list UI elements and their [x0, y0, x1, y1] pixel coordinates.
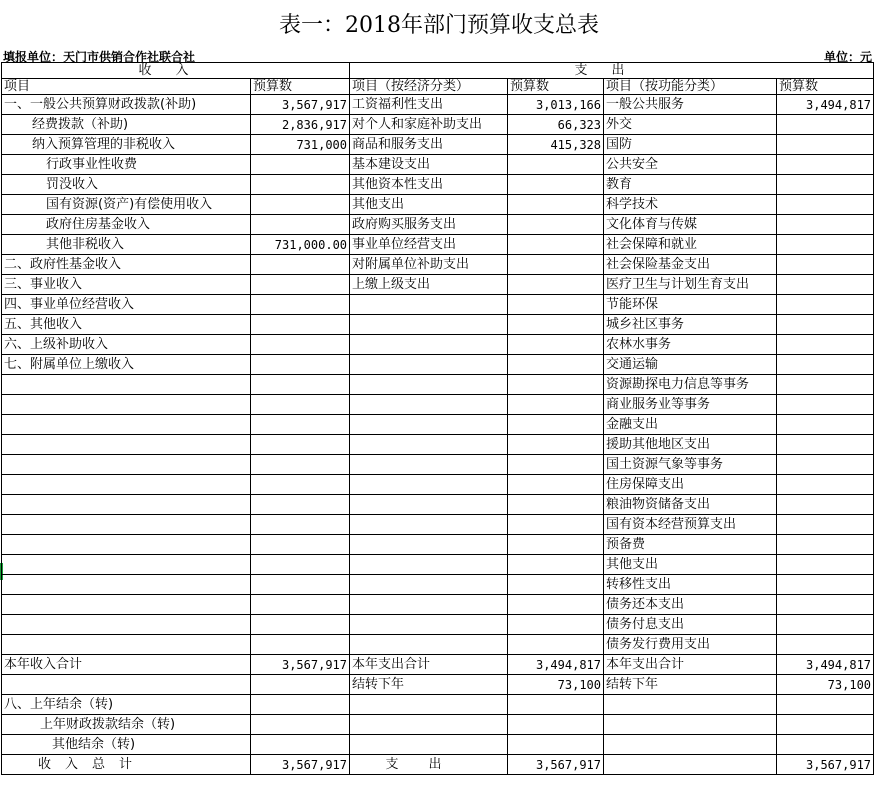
- income-amount-cell[interactable]: 731,000.00: [251, 235, 350, 255]
- income-item-cell[interactable]: 五、其他收入: [2, 315, 251, 335]
- econ-amount-cell[interactable]: [508, 355, 604, 375]
- func-item-cell[interactable]: [604, 715, 777, 735]
- func-item-cell[interactable]: 外交: [604, 115, 777, 135]
- func-amount-cell[interactable]: [777, 195, 874, 215]
- econ-amount-cell[interactable]: [508, 255, 604, 275]
- func-amount-cell[interactable]: 3,494,817: [777, 655, 874, 675]
- func-item-cell[interactable]: 社会保险基金支出: [604, 255, 777, 275]
- func-item-cell[interactable]: 住房保障支出: [604, 475, 777, 495]
- func-amount-cell[interactable]: [777, 295, 874, 315]
- func-item-cell[interactable]: 一般公共服务: [604, 95, 777, 115]
- income-amount-cell[interactable]: [251, 715, 350, 735]
- table-row: [2, 515, 874, 535]
- table-row: [2, 175, 874, 195]
- table-row: [2, 235, 874, 255]
- table-row: [2, 635, 874, 655]
- func-amount-cell[interactable]: [777, 175, 874, 195]
- table-row: [2, 495, 874, 515]
- econ-amount-cell[interactable]: [508, 615, 604, 635]
- table-row: [2, 435, 874, 455]
- econ-amount-cell[interactable]: [508, 215, 604, 235]
- currency-unit: 单位：元: [823, 50, 872, 64]
- func-amount-cell[interactable]: [777, 695, 874, 715]
- income-amount-cell[interactable]: [251, 635, 350, 655]
- income-item-cell[interactable]: 经费拨款（补助): [2, 115, 251, 135]
- func-amount-cell[interactable]: [777, 395, 874, 415]
- section-header-row: [2, 63, 874, 79]
- econ-amount-cell[interactable]: 415,328: [508, 135, 604, 155]
- table-row: [2, 395, 874, 415]
- income-item-cell[interactable]: 三、事业收入: [2, 275, 251, 295]
- func-amount-cell[interactable]: [777, 475, 874, 495]
- econ-amount-cell[interactable]: [508, 395, 604, 415]
- income-amount-cell[interactable]: 2,836,917: [251, 115, 350, 135]
- func-amount-cell[interactable]: 73,100: [777, 675, 874, 695]
- func-item-cell[interactable]: 国土资源气象等事务: [604, 455, 777, 475]
- reporting-unit: 填报单位：天门市供销合作社联合社: [3, 50, 196, 64]
- func-amount-cell[interactable]: [777, 535, 874, 555]
- income-item-cell[interactable]: [2, 595, 251, 615]
- income-item-cell[interactable]: 罚没收入: [2, 175, 251, 195]
- econ-item-cell[interactable]: [350, 635, 508, 655]
- func-item-cell[interactable]: [604, 695, 777, 715]
- income-amount-cell[interactable]: [251, 335, 350, 355]
- func-amount-cell[interactable]: [777, 495, 874, 515]
- func-item-cell[interactable]: 粮油物资储备支出: [604, 495, 777, 515]
- income-amount-cell[interactable]: 3,567,917: [251, 95, 350, 115]
- income-item-cell[interactable]: 其他非税收入: [2, 235, 251, 255]
- table-row: [2, 195, 874, 215]
- func-amount-cell[interactable]: [777, 335, 874, 355]
- total-income-label[interactable]: 收入总计: [2, 755, 251, 775]
- econ-item-cell[interactable]: [350, 395, 508, 415]
- econ-amount-cell[interactable]: [508, 195, 604, 215]
- income-amount-cell[interactable]: [251, 595, 350, 615]
- income-amount-cell[interactable]: 731,000: [251, 135, 350, 155]
- func-item-cell[interactable]: 社会保障和就业: [604, 235, 777, 255]
- econ-amount-cell[interactable]: [508, 695, 604, 715]
- page-title: 表一：2018年部门预算收支总表: [279, 13, 599, 38]
- total-expense-label[interactable]: 支出: [350, 755, 508, 775]
- econ-item-cell[interactable]: [350, 615, 508, 635]
- func-item-cell[interactable]: 债务发行费用支出: [604, 635, 777, 655]
- income-item-cell[interactable]: 其他结余（转): [2, 735, 251, 755]
- econ-item-cell[interactable]: 基本建设支出: [350, 155, 508, 175]
- income-item-cell[interactable]: [2, 535, 251, 555]
- income-item-cell[interactable]: 纳入预算管理的非税收入: [2, 135, 251, 155]
- table-row: [2, 555, 874, 575]
- income-item-cell[interactable]: [2, 575, 251, 595]
- income-item-cell[interactable]: 六、上级补助收入: [2, 335, 251, 355]
- func-item-cell[interactable]: 公共安全: [604, 155, 777, 175]
- func-item-cell[interactable]: 本年支出合计: [604, 655, 777, 675]
- income-amount-cell[interactable]: [251, 735, 350, 755]
- income-item-cell[interactable]: [2, 515, 251, 535]
- econ-amount-cell[interactable]: [508, 455, 604, 475]
- econ-amount-cell[interactable]: [508, 235, 604, 255]
- econ-amount-cell[interactable]: [508, 535, 604, 555]
- table-row: [2, 135, 874, 155]
- func-item-cell[interactable]: 教育: [604, 175, 777, 195]
- income-amount-cell[interactable]: [251, 575, 350, 595]
- table-row: [2, 415, 874, 435]
- func-amount-cell[interactable]: [777, 555, 874, 575]
- income-amount-cell[interactable]: [251, 495, 350, 515]
- func-item-cell[interactable]: 债务付息支出: [604, 615, 777, 635]
- table-row: [2, 95, 874, 115]
- income-item-cell[interactable]: 行政事业性收费: [2, 155, 251, 175]
- econ-amount-cell[interactable]: [508, 515, 604, 535]
- income-item-cell[interactable]: 八、上年结余（转): [2, 695, 251, 715]
- func-item-cell[interactable]: 转移性支出: [604, 575, 777, 595]
- income-item-cell[interactable]: 七、附属单位上缴收入: [2, 355, 251, 375]
- func-amount-cell[interactable]: [777, 215, 874, 235]
- func-item-cell[interactable]: 文化体育与传媒: [604, 215, 777, 235]
- func-amount-cell[interactable]: [777, 575, 874, 595]
- econ-amount-cell[interactable]: [508, 175, 604, 195]
- table-row: [2, 155, 874, 175]
- table-row: [2, 375, 874, 395]
- income-item-cell[interactable]: [2, 555, 251, 575]
- table-row: [2, 735, 874, 755]
- econ-item-cell[interactable]: 对附属单位补助支出: [350, 255, 508, 275]
- income-amount-cell[interactable]: [251, 475, 350, 495]
- econ-amount-cell[interactable]: [508, 435, 604, 455]
- func-amount-cell[interactable]: [777, 135, 874, 155]
- income-amount-cell[interactable]: [251, 395, 350, 415]
- budget-table: [1, 62, 874, 775]
- income-section-header: 收入: [2, 63, 350, 79]
- func-amount-cell[interactable]: [777, 435, 874, 455]
- func-item-cell[interactable]: 农林水事务: [604, 335, 777, 355]
- income-amount-cell[interactable]: [251, 255, 350, 275]
- table-row: [2, 295, 874, 315]
- func-amount-cell[interactable]: [777, 735, 874, 755]
- col-func-amount: 预算数: [777, 79, 874, 95]
- income-amount-cell[interactable]: [251, 455, 350, 475]
- table-row: [2, 355, 874, 375]
- func-item-cell[interactable]: 结转下年: [604, 675, 777, 695]
- func-item-cell[interactable]: 援助其他地区支出: [604, 435, 777, 455]
- total-expense-amount[interactable]: 3,567,917: [508, 755, 604, 775]
- func-amount-cell[interactable]: [777, 715, 874, 735]
- func-item-cell[interactable]: 资源勘探电力信息等事务: [604, 375, 777, 395]
- income-amount-cell[interactable]: [251, 555, 350, 575]
- econ-amount-cell[interactable]: [508, 375, 604, 395]
- econ-item-cell[interactable]: [350, 335, 508, 355]
- func-amount-cell[interactable]: [777, 595, 874, 615]
- column-header-row: [2, 79, 874, 95]
- econ-item-cell[interactable]: [350, 715, 508, 735]
- func-amount-cell[interactable]: [777, 235, 874, 255]
- income-amount-cell[interactable]: [251, 695, 350, 715]
- total-func-amount[interactable]: 3,567,917: [777, 755, 874, 775]
- table-row: [2, 615, 874, 635]
- func-item-cell[interactable]: 债务还本支出: [604, 595, 777, 615]
- func-amount-cell[interactable]: [777, 415, 874, 435]
- econ-item-cell[interactable]: 其他支出: [350, 195, 508, 215]
- func-amount-cell[interactable]: [777, 155, 874, 175]
- table-row: [2, 255, 874, 275]
- col-func-item: 项目（按功能分类）: [604, 79, 777, 95]
- econ-amount-cell[interactable]: [508, 635, 604, 655]
- econ-item-cell[interactable]: 政府购买服务支出: [350, 215, 508, 235]
- income-item-cell[interactable]: [2, 395, 251, 415]
- econ-amount-cell[interactable]: [508, 735, 604, 755]
- income-amount-cell[interactable]: [251, 415, 350, 435]
- table-row: [2, 675, 874, 695]
- income-item-cell[interactable]: 政府住房基金收入: [2, 215, 251, 235]
- econ-item-cell[interactable]: [350, 575, 508, 595]
- econ-item-cell[interactable]: [350, 415, 508, 435]
- econ-item-cell[interactable]: 事业单位经营支出: [350, 235, 508, 255]
- func-amount-cell[interactable]: [777, 275, 874, 295]
- table-row: [2, 655, 874, 675]
- table-row: [2, 575, 874, 595]
- income-item-cell[interactable]: [2, 375, 251, 395]
- econ-item-cell[interactable]: 商品和服务支出: [350, 135, 508, 155]
- col-income-item: 项目: [2, 79, 251, 95]
- func-amount-cell[interactable]: [777, 375, 874, 395]
- grand-total-row: [2, 755, 874, 775]
- income-item-cell[interactable]: 本年收入合计: [2, 655, 251, 675]
- func-item-cell[interactable]: 预备费: [604, 535, 777, 555]
- econ-item-cell[interactable]: 工资福利性支出: [350, 95, 508, 115]
- income-amount-cell[interactable]: [251, 315, 350, 335]
- func-amount-cell[interactable]: [777, 315, 874, 335]
- income-item-cell[interactable]: [2, 415, 251, 435]
- econ-item-cell[interactable]: 本年支出合计: [350, 655, 508, 675]
- econ-item-cell[interactable]: 结转下年: [350, 675, 508, 695]
- econ-item-cell[interactable]: [350, 455, 508, 475]
- income-item-cell[interactable]: [2, 495, 251, 515]
- income-amount-cell[interactable]: [251, 375, 350, 395]
- table-row: [2, 715, 874, 735]
- income-amount-cell[interactable]: [251, 515, 350, 535]
- income-item-cell[interactable]: [2, 455, 251, 475]
- econ-amount-cell[interactable]: [508, 415, 604, 435]
- econ-amount-cell[interactable]: [508, 575, 604, 595]
- econ-amount-cell[interactable]: [508, 495, 604, 515]
- econ-item-cell[interactable]: [350, 535, 508, 555]
- table-row: [2, 695, 874, 715]
- col-econ-amount: 预算数: [508, 79, 604, 95]
- econ-item-cell[interactable]: [350, 495, 508, 515]
- table-row: [2, 335, 874, 355]
- econ-item-cell[interactable]: [350, 375, 508, 395]
- func-item-cell[interactable]: 商业服务业等事务: [604, 395, 777, 415]
- func-item-cell[interactable]: 国有资本经营预算支出: [604, 515, 777, 535]
- func-item-cell[interactable]: 金融支出: [604, 415, 777, 435]
- econ-item-cell[interactable]: [350, 555, 508, 575]
- income-item-cell[interactable]: 二、政府性基金收入: [2, 255, 251, 275]
- econ-amount-cell[interactable]: [508, 555, 604, 575]
- econ-item-cell[interactable]: [350, 515, 508, 535]
- func-item-cell[interactable]: 节能环保: [604, 295, 777, 315]
- income-amount-cell[interactable]: 3,567,917: [251, 655, 350, 675]
- econ-amount-cell[interactable]: [508, 475, 604, 495]
- col-econ-item: 项目（按经济分类）: [350, 79, 508, 95]
- econ-amount-cell[interactable]: 3,494,817: [508, 655, 604, 675]
- econ-amount-cell[interactable]: [508, 595, 604, 615]
- table-row: [2, 215, 874, 235]
- income-amount-cell[interactable]: [251, 435, 350, 455]
- func-item-cell[interactable]: 医疗卫生与计划生育支出: [604, 275, 777, 295]
- econ-item-cell[interactable]: 其他资本性支出: [350, 175, 508, 195]
- table-row: [2, 455, 874, 475]
- econ-amount-cell[interactable]: 66,323: [508, 115, 604, 135]
- func-item-cell[interactable]: 交通运输: [604, 355, 777, 375]
- table-row: [2, 315, 874, 335]
- econ-item-cell[interactable]: [350, 595, 508, 615]
- econ-item-cell[interactable]: [350, 355, 508, 375]
- econ-item-cell[interactable]: 对个人和家庭补助支出: [350, 115, 508, 135]
- income-item-cell[interactable]: [2, 615, 251, 635]
- econ-amount-cell[interactable]: [508, 715, 604, 735]
- func-amount-cell[interactable]: [777, 635, 874, 655]
- table-row: [2, 595, 874, 615]
- table-row: [2, 275, 874, 295]
- econ-amount-cell[interactable]: [508, 335, 604, 355]
- income-item-cell[interactable]: 国有资源(资产)有偿使用收入: [2, 195, 251, 215]
- income-amount-cell[interactable]: [251, 215, 350, 235]
- income-amount-cell[interactable]: [251, 355, 350, 375]
- func-amount-cell[interactable]: [777, 255, 874, 275]
- econ-item-cell[interactable]: [350, 295, 508, 315]
- income-item-cell[interactable]: [2, 435, 251, 455]
- income-amount-cell[interactable]: [251, 675, 350, 695]
- income-amount-cell[interactable]: [251, 195, 350, 215]
- income-item-cell[interactable]: [2, 475, 251, 495]
- econ-amount-cell[interactable]: [508, 295, 604, 315]
- econ-item-cell[interactable]: [350, 315, 508, 335]
- func-amount-cell[interactable]: 3,494,817: [777, 95, 874, 115]
- econ-amount-cell[interactable]: [508, 155, 604, 175]
- func-item-cell[interactable]: 科学技术: [604, 195, 777, 215]
- econ-item-cell[interactable]: 上缴上级支出: [350, 275, 508, 295]
- income-item-cell[interactable]: 四、事业单位经营收入: [2, 295, 251, 315]
- econ-item-cell[interactable]: [350, 735, 508, 755]
- col-income-amount: 预算数: [251, 79, 350, 95]
- econ-item-cell[interactable]: [350, 695, 508, 715]
- income-amount-cell[interactable]: [251, 295, 350, 315]
- income-amount-cell[interactable]: [251, 175, 350, 195]
- income-amount-cell[interactable]: [251, 535, 350, 555]
- func-item-cell[interactable]: 城乡社区事务: [604, 315, 777, 335]
- table-row: [2, 115, 874, 135]
- income-amount-cell[interactable]: [251, 275, 350, 295]
- income-item-cell[interactable]: [2, 635, 251, 655]
- total-income-amount[interactable]: 3,567,917: [251, 755, 350, 775]
- table-row: [2, 475, 874, 495]
- income-item-cell[interactable]: 上年财政拨款结余（转): [2, 715, 251, 735]
- func-amount-cell[interactable]: [777, 515, 874, 535]
- table-row: [2, 535, 874, 555]
- func-amount-cell[interactable]: [777, 115, 874, 135]
- func-item-cell[interactable]: 其他支出: [604, 555, 777, 575]
- func-amount-cell[interactable]: [777, 455, 874, 475]
- econ-item-cell[interactable]: [350, 475, 508, 495]
- income-amount-cell[interactable]: [251, 615, 350, 635]
- econ-amount-cell[interactable]: 73,100: [508, 675, 604, 695]
- func-amount-cell[interactable]: [777, 355, 874, 375]
- expense-section-header: 支出: [350, 63, 874, 79]
- func-amount-cell[interactable]: [777, 615, 874, 635]
- income-amount-cell[interactable]: [251, 155, 350, 175]
- func-item-cell[interactable]: [604, 735, 777, 755]
- econ-amount-cell[interactable]: 3,013,166: [508, 95, 604, 115]
- income-item-cell[interactable]: [2, 675, 251, 695]
- total-func-label[interactable]: [604, 755, 777, 775]
- econ-amount-cell[interactable]: [508, 315, 604, 335]
- income-item-cell[interactable]: 一、一般公共预算财政拨款(补助): [2, 95, 251, 115]
- econ-item-cell[interactable]: [350, 435, 508, 455]
- func-item-cell[interactable]: 国防: [604, 135, 777, 155]
- econ-amount-cell[interactable]: [508, 275, 604, 295]
